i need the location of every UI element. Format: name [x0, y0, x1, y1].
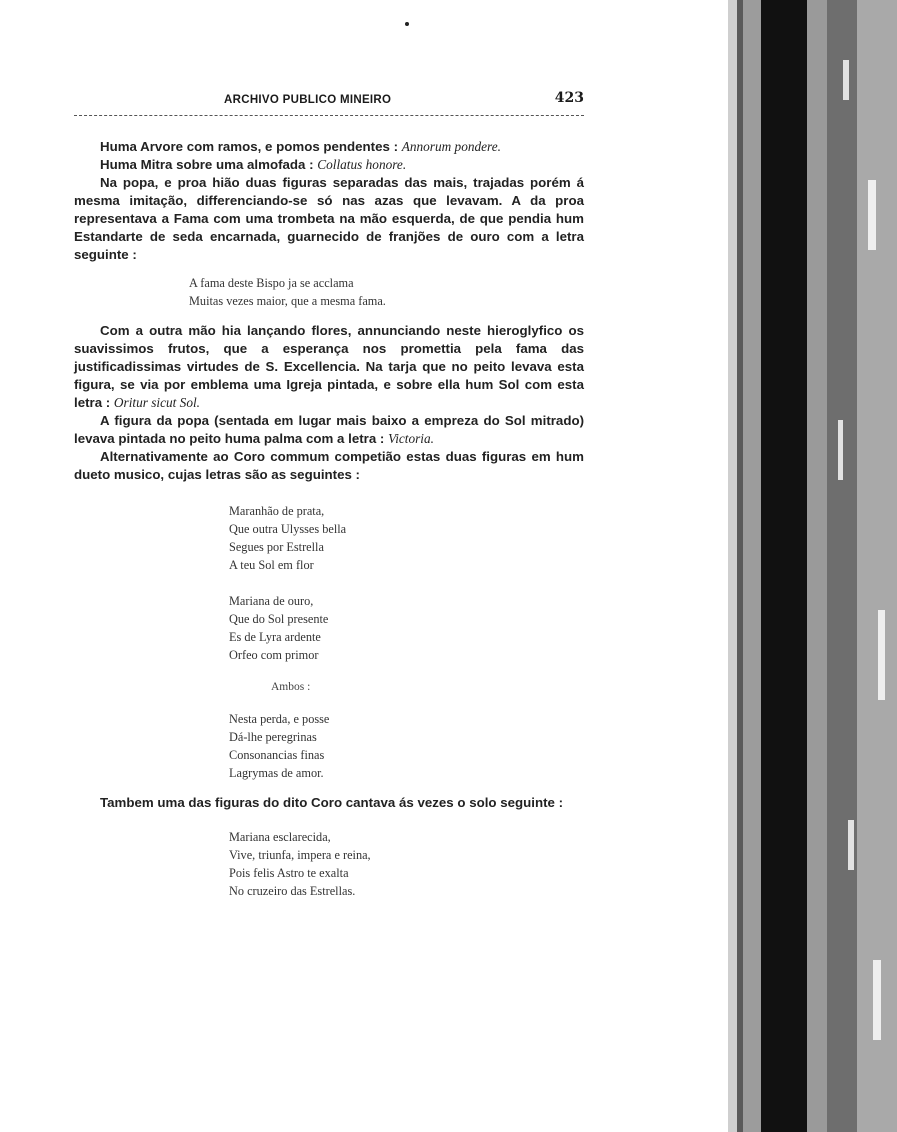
header-rule [74, 115, 584, 116]
verse-line: Consonancias finas [229, 748, 325, 762]
verse-line: Orfeo com primor [229, 648, 319, 662]
paragraph-dueto: Alternativamente ao Coro commum competião estas duas figuras em hum dueto musico, cujas letras são as seguintes : [74, 449, 584, 482]
speaker-label: Ambos : [271, 681, 311, 693]
ink-dot [405, 22, 409, 26]
paragraph-arvore: Huma Arvore com ramos, e pomos pendentes : Annorum pondere. [100, 139, 501, 154]
paragraph-mitra: Huma Mitra sobre uma almofada : Collatus honore. [100, 157, 407, 172]
verse-line: Nesta perda, e posse [229, 712, 330, 726]
verse-line: Dá-lhe peregrinas [229, 730, 317, 744]
verse-line: Que do Sol presente [229, 612, 329, 626]
verse-line: Maranhão de prata, [229, 504, 325, 518]
paragraph-flores: Com a outra mão hia lançando flores, annunciando neste hieroglyfico os suavissimos frutos, que a esperança nos promettia pela fama das justificadissimas virtudes de S. Excellencia. Na tarja que no peito levava esta figura, se via por emblema uma Igreja pintada, e sobre ella hum Sol com esta letra : Oritur sicut Sol. [74, 323, 584, 410]
stanza-gap [229, 574, 584, 592]
verse-line: Es de Lyra ardente [229, 630, 321, 644]
verse-line: Que outra Ulysses bella [229, 522, 347, 536]
verse-dueto [229, 502, 584, 782]
paragraph-solo: Tambem uma das figuras do dito Coro cantava ás vezes o solo seguinte : [100, 795, 564, 810]
verse-line: Mariana esclarecida, [229, 830, 331, 844]
verse-line: Pois felis Astro te exalta [229, 866, 349, 880]
paragraph-popa-proa: Na popa, e proa hião duas figuras separadas das mais, trajadas porém á mesma imitação, differenciando-se só nas azas que levavam. A da proa representava a Fama com uma trombeta na mão esquerda, de que pendia hum Estandarte de seda encarnada, guarnecido de franjões de ouro com a letra seguinte : [74, 175, 584, 262]
verse-line: A teu Sol em flor [229, 558, 314, 572]
running-title: ARCHIVO PUBLICO MINEIRO [224, 94, 392, 106]
verse-motto [189, 274, 584, 310]
verse-line: No cruzeiro das Estrellas. [229, 884, 356, 898]
verse-line: Mariana de ouro, [229, 594, 314, 608]
page-number: 423 [554, 90, 584, 106]
verse-line: Lagrymas de amor. [229, 766, 324, 780]
book-binding-edge [728, 0, 897, 1132]
verse-line: Muitas vezes maior, que a mesma fama. [189, 294, 386, 308]
paragraph-figura-popa: A figura da popa (sentada em lugar mais baixo a empreza do Sol mitrado) levava pintada no peito huma palma com a letra : Victoria. [74, 413, 584, 446]
verse-solo [229, 828, 584, 900]
page-header [74, 90, 584, 112]
verse-line: A fama deste Bispo ja se acclama [189, 276, 354, 290]
body-text [74, 138, 584, 912]
verse-line: Vive, triunfa, impera e reina, [229, 848, 371, 862]
verse-line: Segues por Estrella [229, 540, 324, 554]
